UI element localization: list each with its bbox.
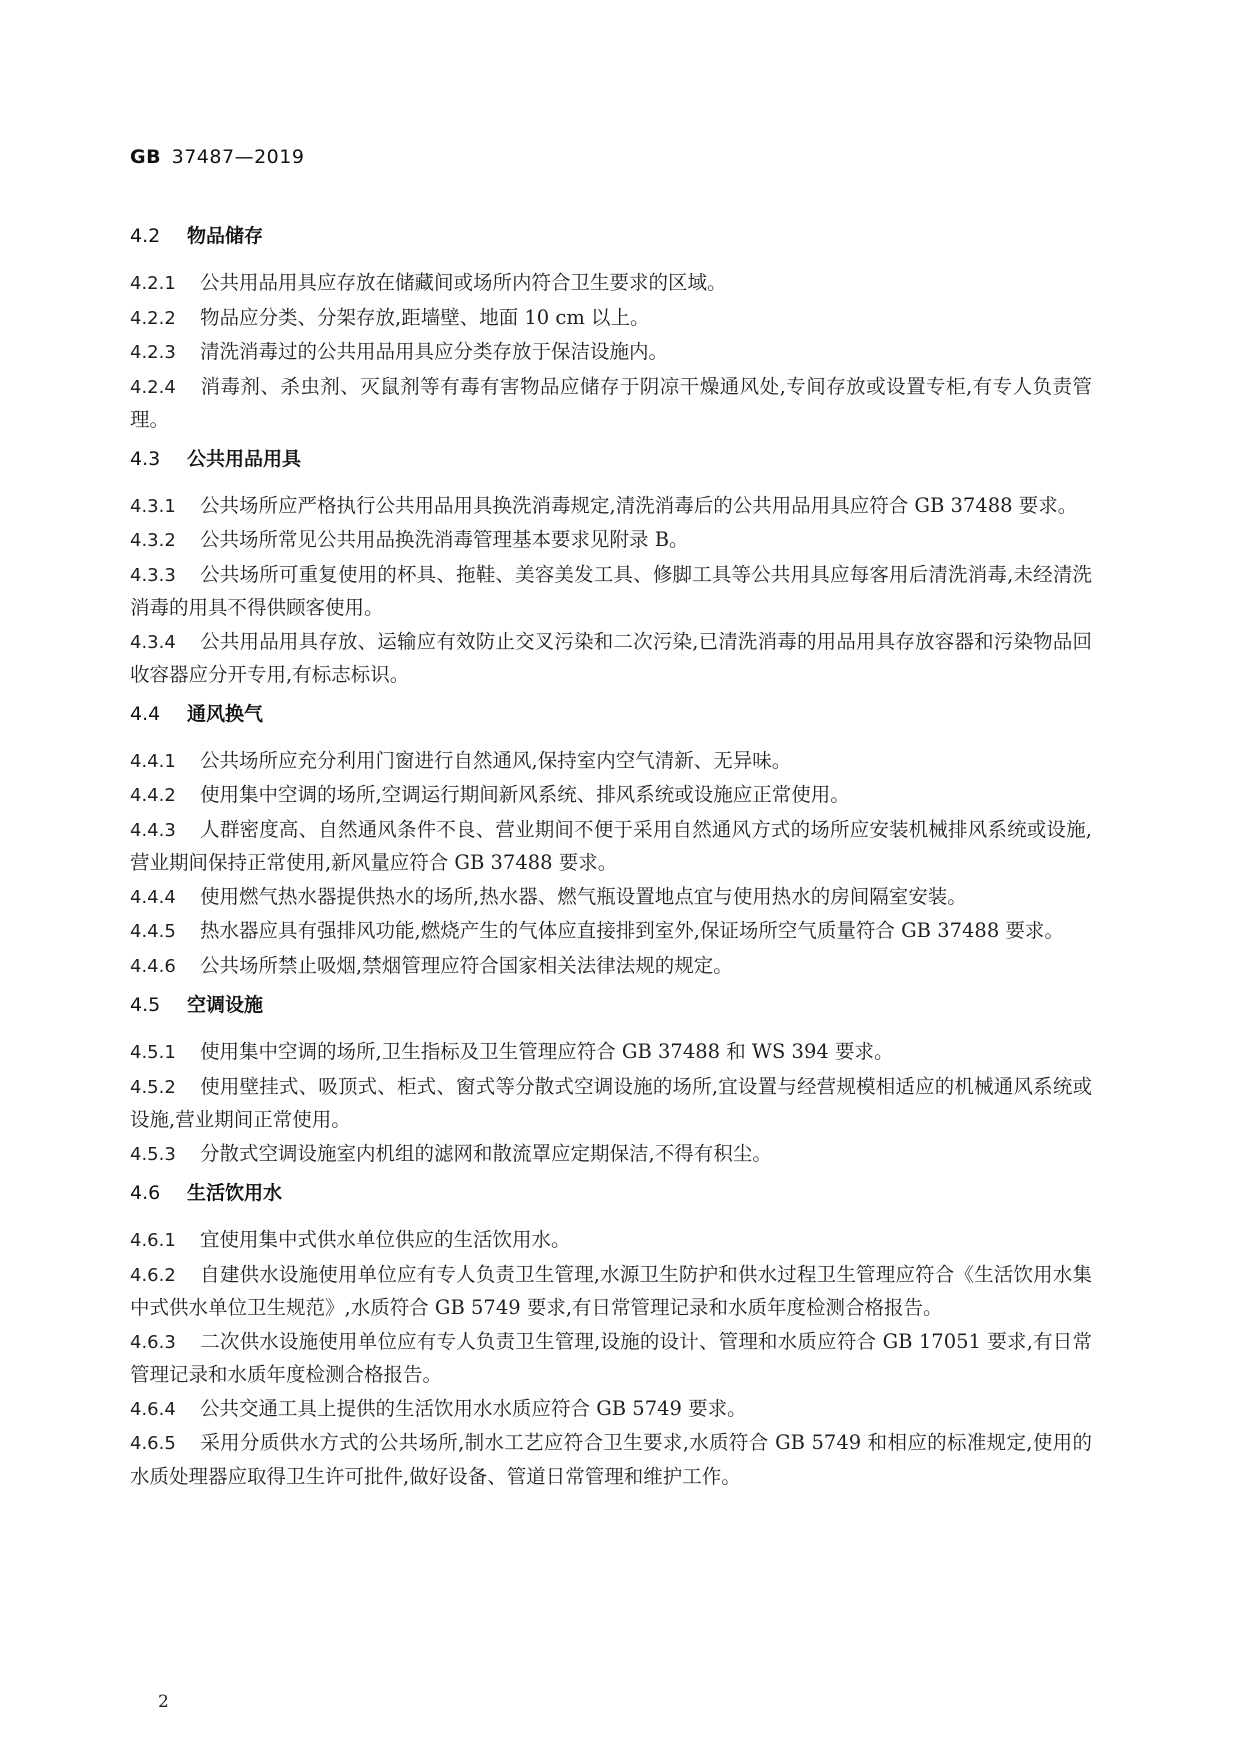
clause-text: 物品应分类、分架存放,距墙壁、地面 10 cm 以上。 [200,305,650,329]
clause-text: 公共交通工具上提供的生活饮用水水质应符合 GB 5749 要求。 [200,1396,747,1420]
clause-paragraph [130,1224,1092,1258]
section-heading [130,1177,1092,1210]
clause-text: 使用集中空调的场所,卫生指标及卫生管理应符合 GB 37488 和 WS 394 要求。 [200,1040,894,1063]
standard-code-header [130,146,304,168]
section-4-2 [130,220,1092,437]
section-title: 通风换气 [187,702,264,725]
clause-text: 清洗消毒过的公共用品用具应分类存放于保洁设施内。 [200,340,669,363]
clause-number: 4.6.5 [130,1433,176,1454]
clause-text: 宜使用集中式供水单位供应的生活饮用水。 [200,1228,571,1251]
clause-paragraph [130,267,1092,301]
section-heading [130,698,1092,731]
clause-paragraph [130,814,1092,880]
section-title: 物品储存 [187,225,264,247]
section-4-5 [130,989,1092,1171]
clause-number: 4.4.1 [130,750,176,772]
clause-number: 4.6.2 [130,1264,176,1286]
clause-text: 使用壁挂式、吸顶式、柜式、窗式等分散式空调设施的场所,宜设置与经营规模相适应的机械通风系统或设施,营业期间正常使用。 [130,1074,1092,1131]
clause-paragraph [130,1326,1092,1392]
clause-number: 4.3.1 [130,495,176,517]
clause-number: 4.5.3 [130,1143,176,1165]
clause-text: 消毒剂、杀虫剂、灭鼠剂等有毒有害物品应储存于阴凉干燥通风处,专间存放或设置专柜,有专人负责管理。 [130,374,1092,431]
clause-text: 公共场所禁止吸烟,禁烟管理应符合国家相关法律法规的规定。 [200,953,733,977]
clause-text: 热水器应具有强排风功能,燃烧产生的气体应直接排到室外,保证场所空气质量符合 GB 37488 要求。 [200,919,1064,942]
section-heading [130,443,1092,476]
section-title: 空调设施 [187,994,264,1016]
clause-number: 4.2.1 [130,273,176,294]
clause-paragraph [130,1393,1092,1427]
clause-number: 4.2.4 [130,376,176,398]
clause-text: 使用燃气热水器提供热水的场所,热水器、燃气瓶设置地点宜与使用热水的房间隔室安装。 [200,884,967,908]
clause-paragraph [130,1036,1092,1070]
section-number: 4.2 [130,225,161,247]
clause-number: 4.4.3 [130,819,176,841]
clause-paragraph [130,524,1092,558]
clause-paragraph [130,336,1092,370]
clause-text: 使用集中空调的场所,空调运行期间新风系统、排风系统或设施应正常使用。 [200,783,850,806]
section-4-4 [130,698,1092,984]
clause-number: 4.6.4 [130,1398,176,1420]
section-number: 4.4 [130,702,161,725]
clause-paragraph [130,302,1092,336]
standard-prefix: GB [130,146,162,168]
clause-paragraph [130,1071,1092,1137]
clause-paragraph [130,1259,1092,1325]
clause-number: 4.6.1 [130,1230,176,1251]
section-4-6 [130,1177,1092,1493]
clause-paragraph [130,371,1092,437]
clause-text: 公共场所常见公共用品换洗消毒管理基本要求见附录 B。 [200,528,689,551]
clause-text: 自建供水设施使用单位应有专人负责卫生管理,水源卫生防护和供水过程卫生管理应符合《生活饮用水集中式供水单位卫生规范》,水质符合 GB 5749 要求,有日常管理记录和水质年度检测合格报告。 [130,1262,1092,1319]
clause-text: 公共用品用具存放、运输应有效防止交叉污染和二次污染,已清洗消毒的用品用具存放容器和污染物品回收容器应分开专用,有标志标识。 [130,629,1092,686]
clause-number: 4.4.6 [130,955,176,977]
section-heading [130,220,1092,253]
clause-number: 4.5.2 [130,1076,176,1098]
page-number: 2 [158,1692,169,1712]
clause-paragraph [130,490,1092,524]
clause-number: 4.3.3 [130,564,176,586]
clause-paragraph [130,559,1092,625]
clause-text: 公共用品用具应存放在储藏间或场所内符合卫生要求的区域。 [200,271,727,294]
clause-number: 4.3.2 [130,530,176,551]
section-heading [130,989,1092,1022]
clause-number: 4.4.2 [130,785,176,806]
clause-number: 4.2.2 [130,307,176,329]
clause-text: 公共场所应充分利用门窗进行自然通风,保持室内空气清新、无异味。 [200,748,792,772]
clause-paragraph [130,950,1092,984]
clause-text: 公共场所应严格执行公共用品用具换洗消毒规定,清洗消毒后的公共用品用具应符合 GB 37488 要求。 [200,493,1078,517]
clause-number: 4.3.4 [130,631,176,653]
clause-text: 分散式空调设施室内机组的滤网和散流罩应定期保洁,不得有积尘。 [200,1141,772,1165]
clause-paragraph [130,881,1092,915]
clause-number: 4.5.1 [130,1042,176,1063]
section-number: 4.5 [130,994,161,1016]
clause-text: 人群密度高、自然通风条件不良、营业期间不便于采用自然通风方式的场所应安装机械排风系统或设施,营业期间保持正常使用,新风量应符合 GB 37488 要求。 [130,817,1092,874]
clause-paragraph [130,1427,1092,1493]
section-title: 公共用品用具 [187,447,302,470]
standard-number: 37487—2019 [171,146,305,168]
clause-text: 采用分质供水方式的公共场所,制水工艺应符合卫生要求,水质符合 GB 5749 和相应的标准规定,使用的水质处理器应取得卫生许可批件,做好设备、管道日常管理和维护工作。 [130,1431,1092,1488]
clause-number: 4.6.3 [130,1331,176,1353]
section-4-3 [130,443,1092,692]
clause-paragraph [130,745,1092,779]
section-title: 生活饮用水 [187,1182,283,1204]
section-number: 4.6 [130,1182,161,1204]
clause-paragraph [130,626,1092,692]
document-body [130,220,1092,1499]
clause-number: 4.4.5 [130,921,176,942]
clause-paragraph [130,915,1092,949]
clause-paragraph [130,779,1092,813]
clause-paragraph [130,1138,1092,1172]
clause-text: 公共场所可重复使用的杯具、拖鞋、美容美发工具、修脚工具等公共用具应每客用后清洗消毒,未经清洗消毒的用具不得供顾客使用。 [130,562,1092,619]
clause-text: 二次供水设施使用单位应有专人负责卫生管理,设施的设计、管理和水质应符合 GB 17051 要求,有日常管理记录和水质年度检测合格报告。 [130,1329,1092,1386]
clause-number: 4.4.4 [130,886,176,908]
clause-number: 4.2.3 [130,342,176,363]
section-number: 4.3 [130,447,161,470]
